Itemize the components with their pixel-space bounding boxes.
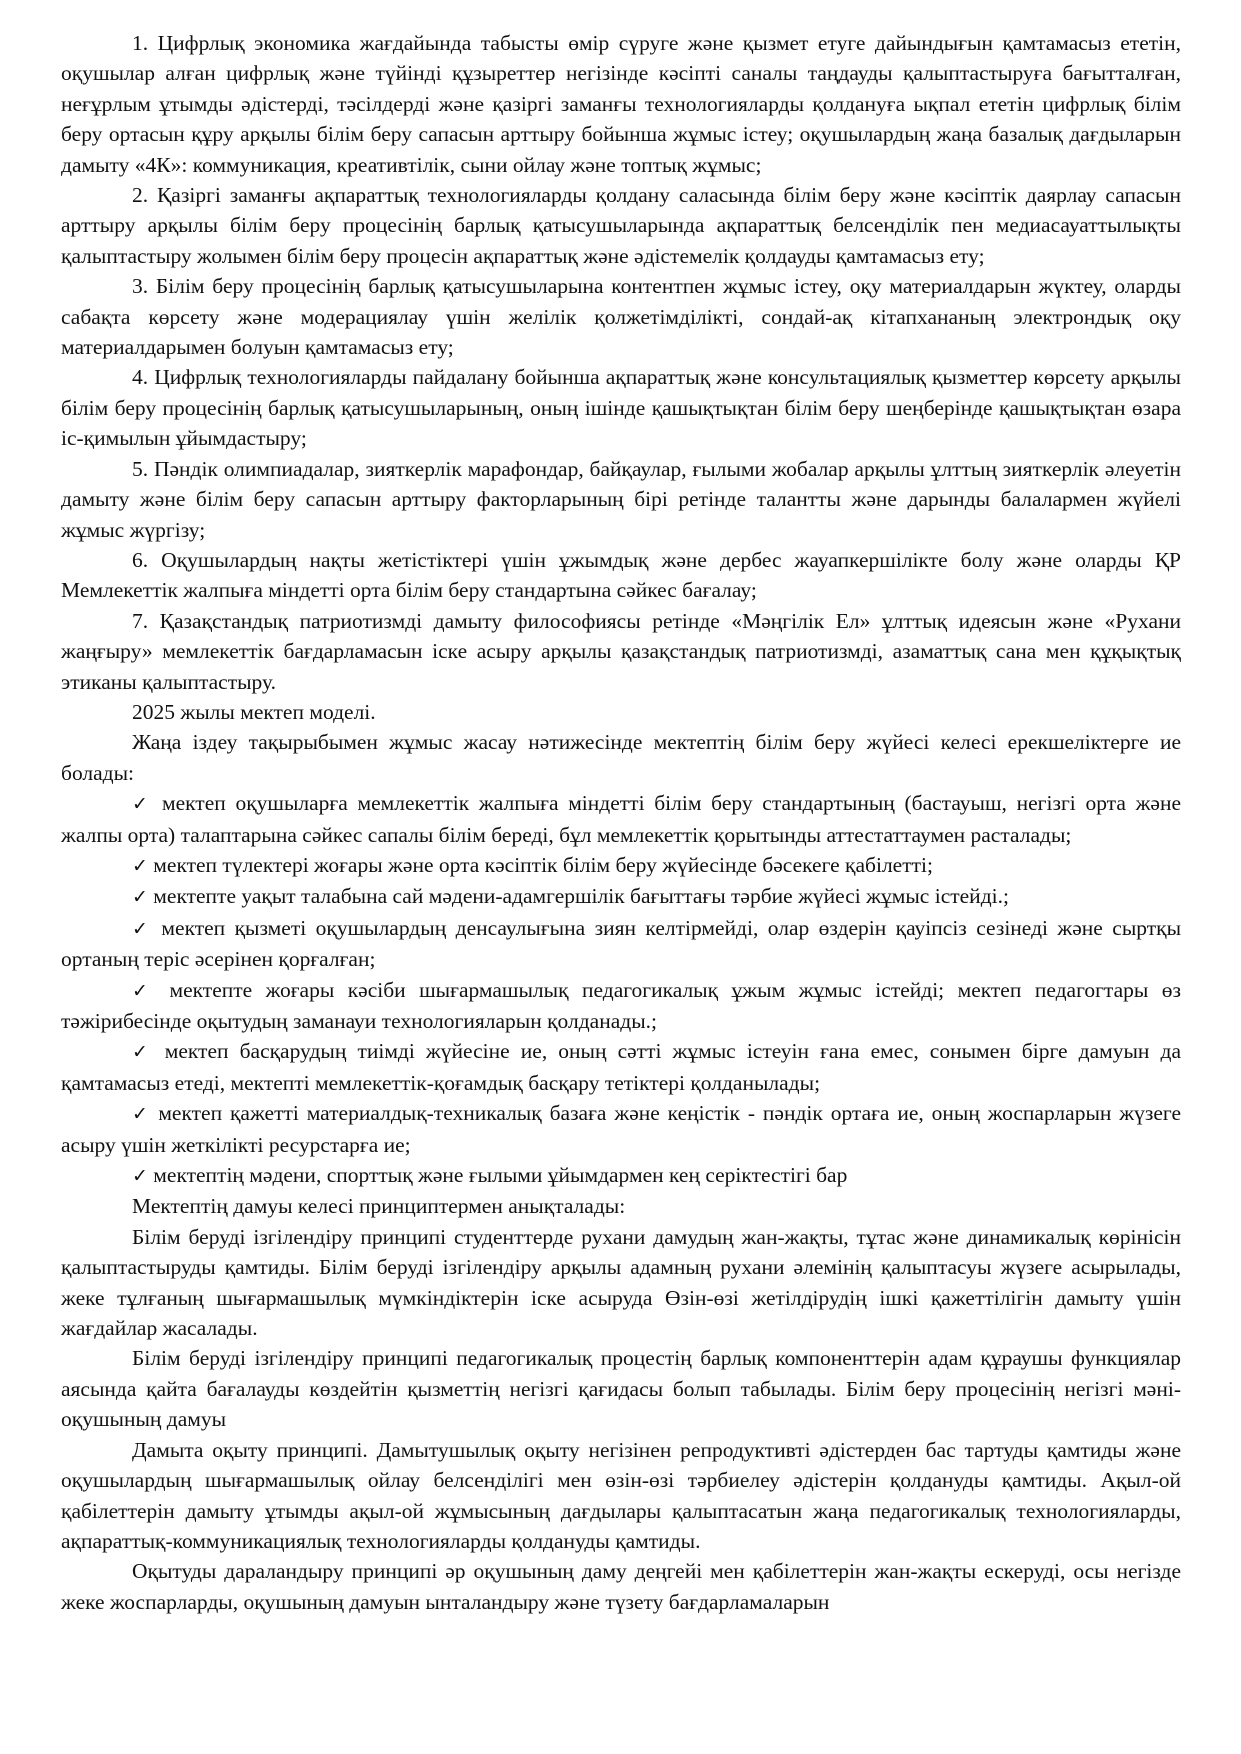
checklist-item-text: мектеп қажетті материалдық-техникалық базаға және кеңістік - пәндік ортаға ие, оның жоспарларын жүзеге асыру үшін жеткілікті ресурстарға ие; bbox=[61, 1101, 1181, 1157]
checkmark-icon: ✓ bbox=[132, 886, 148, 909]
checkmark-icon: ✓ bbox=[132, 793, 153, 816]
checklist-item-text: мектеп басқарудың тиімді жүйесіне ие, оның сәтті жұмыс істеуін ғана емес, сонымен бірге дамуын да қамтамасыз етеді, мектепті мемлекеттік-қоғамдық басқару тетіктері қолданылады; bbox=[61, 1039, 1181, 1095]
paragraph-goal-1: 1. Цифрлық экономика жағдайында табысты өмір сүруге және қызмет етуге дайындығын қамтамасыз ететін, оқушылар алған цифрлық және түйінді құзыреттер негізінде кәсіпті саналы таңдауды қалыптастыруға бағытталған, неғұрлым ұтымды әдістерді, тәсілдерді және қазіргі заманғы технологияларды қолдануға ықпал ететін цифрлық білім беру ортасын құру арқылы білім беру сапасын арттыру бойынша жұмыс істеу; оқушылардың жаңа базалық дағдыларын дамыту «4К»: коммуникация, креативтілік, сыни ойлау және топтық жұмыс; bbox=[61, 31, 1181, 177]
paragraph-goal-5: 5. Пәндік олимпиадалар, зияткерлік марафондар, байқаулар, ғылыми жобалар арқылы ұлттың зияткерлік әлеуетін дамыту және білім беру сапасын арттыру факторларының бірі ретінде талантты және дарынды балалармен жүйелі жұмыс жүргізу; bbox=[61, 456, 1181, 542]
paragraph-principles-intro: Мектептің дамуы келесі принциптермен анықталады: bbox=[132, 1194, 626, 1219]
checkmark-icon: ✓ bbox=[132, 917, 152, 940]
paragraph-developmental-learning: Дамыта оқыту принципі. Дамытушылық оқыту негізінен репродуктивті әдістерден бас тартуды қамтиды және оқушылардың шығармашылық ойлау белсенділігі мен өзін-өзі тәрбиелеу әдістерін қолдануды қамтиды. Ақыл-ой қабілеттерін дамыту ұтымды ақыл-ой жұмысының дағдылары қалыптасатын жаңа педагогикалық технологияларды, ақпараттық-коммуникациялық технологияларды қолдануды қамтиды. bbox=[61, 1437, 1181, 1553]
paragraph-goal-3: 3. Білім беру процесінің барлық қатысушыларына контентпен жұмыс істеу, оқу материалдарын жүктеу, оларды сабақта көрсету және модерациялау үшін желілік қолжетімділікті, сондай-ақ кітапхананың электрондық оқу материалдарымен болуын қамтамасыз ету; bbox=[61, 274, 1181, 360]
checkmark-icon: ✓ bbox=[132, 979, 157, 1002]
checkmark-icon: ✓ bbox=[132, 854, 148, 877]
checklist-item bbox=[61, 788, 1181, 850]
document-page bbox=[61, 28, 1181, 1617]
checklist-item bbox=[61, 1036, 1181, 1098]
checklist-item bbox=[61, 913, 1181, 975]
checklist-item bbox=[61, 1098, 1181, 1160]
checklist-item bbox=[61, 1160, 1181, 1191]
paragraph-goal-4: 4. Цифрлық технологияларды пайдалану бойынша ақпараттық және консультациялық қызметтер көрсету арқылы білім беру процесінің барлық қатысушыларының, оның ішінде қашықтықтан білім беру шеңберінде қашықтықтан өзара іс-қимылын ұйымдастыру; bbox=[61, 365, 1181, 451]
paragraph-intro-features: Жаңа іздеу тақырыбымен жұмыс жасау нәтижесінде мектептің білім беру жүйесі келесі ерекшеліктерге ие болады: bbox=[61, 730, 1181, 785]
checklist-item bbox=[61, 881, 1181, 912]
checklist-item-text: мектепте жоғары кәсіби шығармашылық педагогикалық ұжым жұмыс істейді; мектеп педагогтары өз тәжірибесінде оқытудың заманауи технологияларын қолданады.; bbox=[61, 977, 1182, 1033]
checklist-item bbox=[61, 850, 1181, 881]
checkmark-icon: ✓ bbox=[132, 1041, 154, 1064]
section-heading-school-model: 2025 жылы мектеп моделі. bbox=[132, 699, 376, 724]
paragraph-humanization-2: Білім беруді ізгілендіру принципі педагогикалық процестің барлық компоненттерін адам құраушы функциялар аясында қайта бағалауды көздейтін қызметтің негізгі қағидасы болып табылады. Білім беру процесінің негізгі мәні-оқушының дамуы bbox=[61, 1346, 1181, 1432]
paragraph-goal-2: 2. Қазіргі заманғы ақпараттық технологияларды қолдану саласында білім беру және кәсіптік даярлау сапасын арттыру арқылы білім беру процесінің барлық қатысушыларында ақпараттық белсенділік пен медиасауаттылықты қалыптастыру жолымен білім беру процесін ақпараттық және әдістемелік қолдауды қамтамасыз ету; bbox=[61, 183, 1181, 268]
paragraph-goal-7: 7. Қазақстандық патриотизмді дамыту философиясы ретінде «Мәңгілік Ел» ұлттық идеясын және «Рухани жаңғыру» мемлекеттік бағдарламасын іске асыру арқылы қазақстандық патриотизмді, азаматтық сана мен құқықтық этиканы қалыптастыру. bbox=[61, 608, 1181, 694]
checklist-item bbox=[61, 975, 1181, 1037]
paragraph-goal-6: 6. Оқушылардың нақты жетістіктері үшін ұжымдық және дербес жауапкершілікте болу және оларды ҚР Мемлекеттік жалпыға міндетті орта білім беру стандартына сәйкес бағалау; bbox=[61, 547, 1181, 603]
checkmark-icon: ✓ bbox=[132, 1103, 151, 1126]
checkmark-icon: ✓ bbox=[132, 1165, 148, 1188]
paragraph-humanization-1: Білім беруді ізгілендіру принципі студенттерде рухани дамудың жан-жақты, тұтас және динамикалық көрінісін қалыптастыруды қамтиды. Білім беруді ізгілендіру арқылы адамның рухани әлемінің қалыптасуы жүзеге асырылады, жеке тұлғаның шығармашылық мүмкіндіктерін іске асыруда Өзін-өзі жетілдірудің ішкі қажеттілігін дамыту үшін жағдайлар жасалады. bbox=[61, 1224, 1181, 1341]
checklist-item-text: мектеп оқушыларға мемлекеттік жалпыға міндетті білім беру стандартының (бастауыш, негізгі орта және жалпы орта) талаптарына сәйкес сапалы білім береді, бұл мемлекеттік қорытынды аттестаттаумен расталады; bbox=[61, 791, 1182, 847]
checklist-item-text: мектеп қызметі оқушылардың денсаулығына зиян келтірмейді, олар өздерін қауіпсіз сезінеді және сыртқы ортаның теріс әсерінен қорғалған; bbox=[61, 915, 1182, 972]
checklist-item-text: мектептің мәдени, спорттық және ғылыми ұйымдармен кең серіктестігі бар bbox=[153, 1163, 848, 1188]
paragraph-individualization: Оқытуды дараландыру принципі әр оқушының даму деңгейі мен қабілеттерін жан-жақты ескеруді, осы негізде жеке жоспарларды, оқушының дамуын ынталандыру және түзету бағдарламаларын bbox=[61, 1559, 1181, 1614]
checklist-item-text: мектеп түлектері жоғары және орта кәсіптік білім беру жүйесінде бәсекеге қабілетті; bbox=[153, 852, 933, 877]
checklist-item-text: мектепте уақыт талабына сай мәдени-адамгершілік бағыттағы тәрбие жүйесі жұмыс істейді.; bbox=[153, 884, 1009, 909]
